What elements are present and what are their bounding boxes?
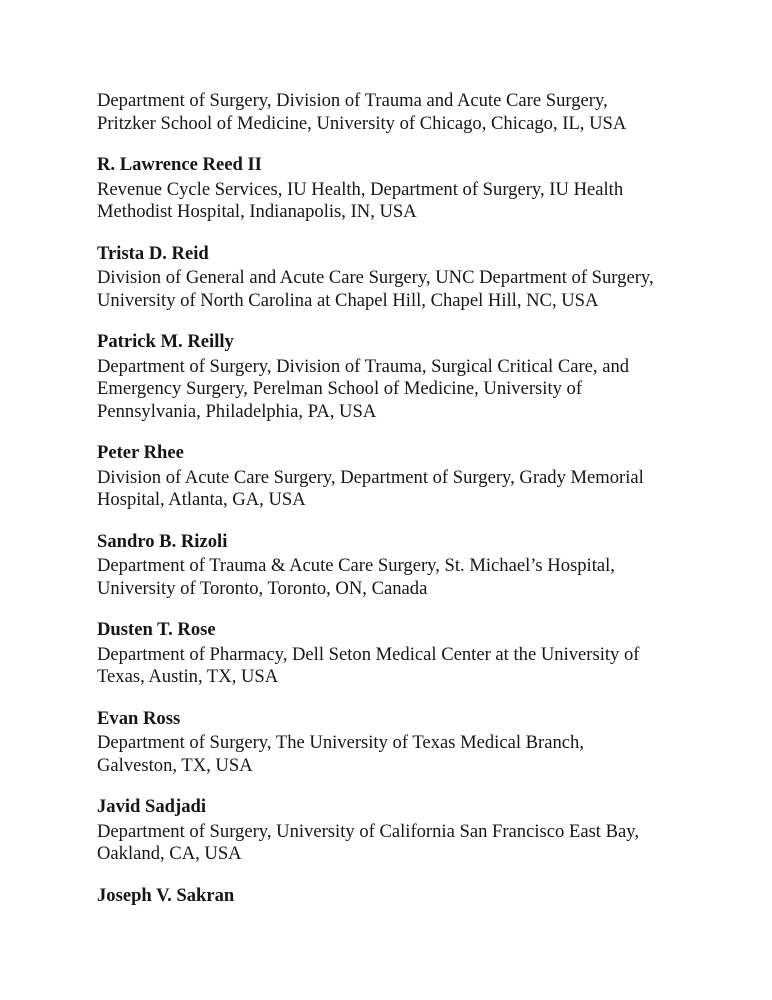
contributor-entry xyxy=(97,885,737,908)
contributor-affiliation: Revenue Cycle Services, IU Health, Department of Surgery, IU Health Methodist Hospital, Indianapolis, IN, USA xyxy=(97,178,624,222)
contributor-name: Dusten T. Rose xyxy=(97,619,216,640)
contributor-affiliation: Department of Surgery, Division of Trauma and Acute Care Surgery, Pritzker School of Medicine, University of Chicago, Chicago, IL, USA xyxy=(97,90,627,134)
contributor-name: Peter Rhee xyxy=(97,442,184,463)
contributor-name: Trista D. Reid xyxy=(97,242,209,264)
contributor-affiliation: Department of Pharmacy, Dell Seton Medical Center at the University of Texas, Austin, TX, USA xyxy=(97,643,640,687)
contributor-list xyxy=(97,90,737,926)
contributor-entry xyxy=(97,531,737,601)
contributor-name: Sandro B. Rizoli xyxy=(97,530,228,552)
contributor-affiliation: Department of Trauma & Acute Care Surgery, St. Michael’s Hospital, University of Toronto, Toronto, ON, Canada xyxy=(97,555,615,599)
contributor-name: Patrick M. Reilly xyxy=(97,331,234,352)
contributor-name: Joseph V. Sakran xyxy=(97,884,235,906)
contributor-entry xyxy=(97,90,737,135)
contributor-affiliation: Division of General and Acute Care Surgery, UNC Department of Surgery, University of North Carolina at Chapel Hill, Chapel Hill, NC, USA xyxy=(97,267,654,311)
contributor-affiliation: Division of Acute Care Surgery, Department of Surgery, Grady Memorial Hospital, Atlanta, GA, USA xyxy=(97,466,644,510)
contributor-entry xyxy=(97,331,737,423)
contributor-name: Javid Sadjadi xyxy=(97,796,207,817)
contributor-affiliation: Department of Surgery, University of California San Francisco East Bay, Oakland, CA, USA xyxy=(97,820,640,864)
contributor-name: Evan Ross xyxy=(97,707,181,729)
contributor-affiliation: Department of Surgery, Division of Trauma, Surgical Critical Care, and Emergency Surgery, Perelman School of Medicine, University of Pennsylvania, Philadelphia, PA, USA xyxy=(97,355,630,422)
contributor-name: R. Lawrence Reed II xyxy=(97,154,262,175)
contributor-entry xyxy=(97,154,737,224)
contributor-entry xyxy=(97,442,737,512)
contributor-entry xyxy=(97,619,737,689)
contributor-entry xyxy=(97,796,737,866)
contributor-affiliation: Department of Surgery, The University of Texas Medical Branch, Galveston, TX, USA xyxy=(97,732,584,776)
contributor-entry xyxy=(97,708,737,778)
contributor-entry xyxy=(97,243,737,313)
